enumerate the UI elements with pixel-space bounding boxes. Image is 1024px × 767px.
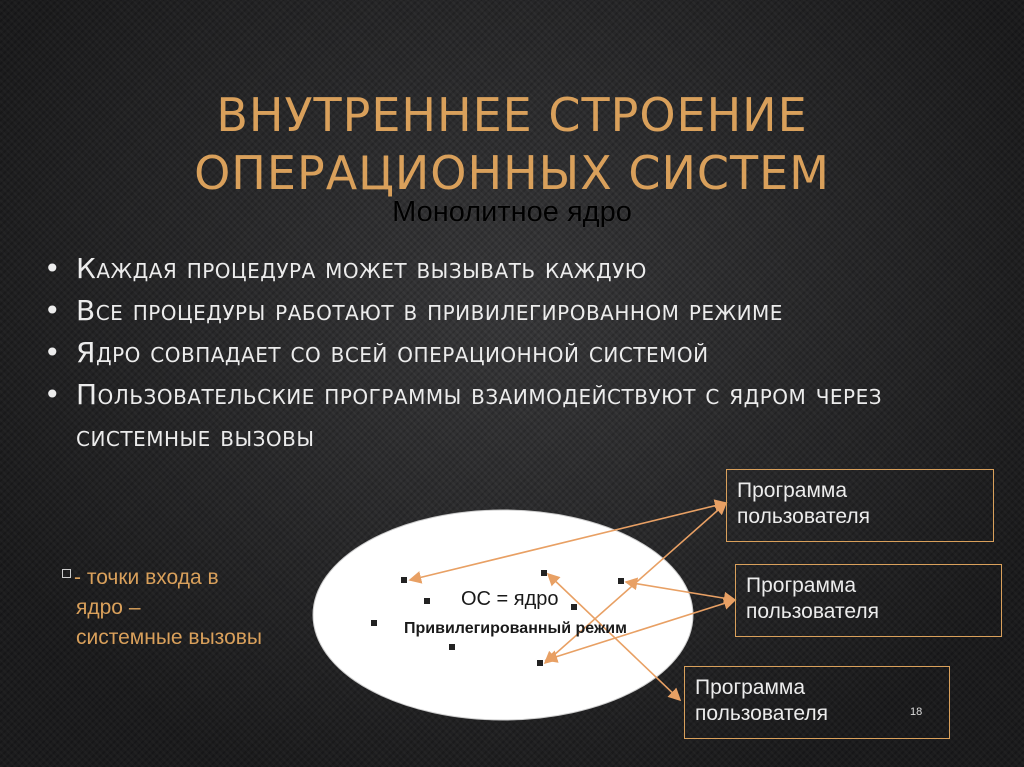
user-program-box: Программа пользователя [726,469,994,542]
user-program-box: Программа пользователя [735,564,1002,637]
bullet-item: • Пользовательские программы взаимодействуют с ядром через системные вызовы [44,374,956,458]
entry-point-legend: - точки входа в ядро – системные вызовы [62,563,262,653]
bullet-dot-icon: • [44,294,62,327]
slide-title-line2: ОПЕРАЦИОННЫХ СИСТЕМ [194,146,830,200]
entry-point-legend-icon [62,569,71,578]
entry-point-marker [449,644,455,650]
privileged-mode-label: Привилегированный режим [404,620,627,637]
os-kernel-label: ОС = ядро [461,588,559,610]
bullet-dot-icon: • [44,378,62,411]
entry-point-marker [371,620,377,626]
entry-point-marker [618,578,624,584]
user-program-box: Программа пользователя [684,666,950,739]
bullet-item: • Ядро совпадает со всей операционной системой [44,332,1004,374]
slide-subtitle: Монолитное ядро [392,196,632,228]
entry-point-marker [401,577,407,583]
page-number: 18 [910,706,923,718]
entry-point-marker [424,598,430,604]
bullet-item: • Каждая процедура может вызывать каждую [44,248,1004,290]
bullet-dot-icon: • [44,336,62,369]
slide-title-line1: ВНУТРЕННЕЕ СТРОЕНИЕ [216,88,808,142]
kernel-ellipse [313,510,693,720]
bullet-dot-icon: • [44,252,62,285]
entry-point-marker [541,570,547,576]
entry-point-marker [537,660,543,666]
bullet-item: • Все процедуры работают в привилегированном режиме [44,290,1004,332]
entry-point-marker [571,604,577,610]
